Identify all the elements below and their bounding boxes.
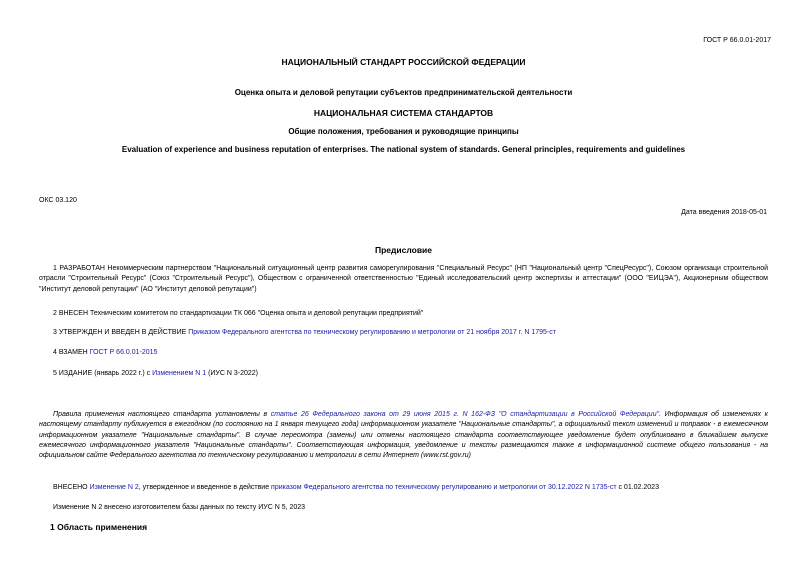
foreword-item-replaces-text: 4 ВЗАМЕН bbox=[53, 349, 90, 356]
standard-principles: Общие положения, требования и руководящие принципы bbox=[288, 127, 519, 136]
foreword-item-edition bbox=[39, 369, 768, 379]
foreword-item-approved bbox=[39, 328, 768, 338]
foreword-item-submitted: 2 ВНЕСЕН Техническим комитетом по стандартизации ТК 066 "Оценка опыта и деловой репутации предприятий" bbox=[53, 310, 424, 317]
replaced-standard-link[interactable]: ГОСТ Р 66.0.01-2015 bbox=[89, 349, 158, 356]
foreword-heading: Предисловие bbox=[374, 245, 433, 255]
amendment-note-middle: , утвержденное и введенное в действие bbox=[138, 484, 272, 491]
english-title: Evaluation of experience and business reputation of enterprises. The national system of standards. General principles, requirements and guidelines bbox=[121, 145, 686, 154]
document-code: ГОСТ Р 66.0.01-2017 bbox=[703, 37, 771, 44]
approval-order-link[interactable]: Приказом Федерального агентства по техническому регулированию и метрологии от 21 ноября 2017 г. N 1795-ст bbox=[188, 329, 556, 336]
amendment-note-prefix: ВНЕСЕНО bbox=[53, 484, 90, 491]
rules-text-prefix: Правила применения настоящего стандарта установлены в bbox=[53, 411, 271, 418]
standard-subtitle: Оценка опыта и деловой репутации субъектов предпринимательской деятельности bbox=[234, 88, 573, 97]
amendment-note-suffix: с 01.02.2023 bbox=[616, 484, 659, 491]
application-rules-paragraph bbox=[39, 410, 768, 461]
foreword-item-approved-text: 3 УТВЕРЖДЕН И ВВЕДЕН В ДЕЙСТВИЕ bbox=[53, 329, 189, 336]
introduction-date: Дата введения 2018-05-01 bbox=[681, 209, 767, 216]
oks-code: ОКС 03.120 bbox=[39, 197, 77, 204]
amendment-order-link[interactable]: приказом Федерального агентства по техническому регулированию и метрологии от 30.12.2022 N 1735-ст bbox=[271, 484, 617, 491]
foreword-item-edition-text: 5 ИЗДАНИЕ (январь 2022 г.) с bbox=[53, 370, 153, 377]
foreword-item-replaces bbox=[39, 348, 768, 358]
amendment-2-link[interactable]: Изменение N 2 bbox=[89, 484, 139, 491]
foreword-item-developed: 1 РАЗРАБОТАН Некоммерческим партнерством "Национальный ситуационный центр развития саморегулирования "Специальный Ресурс" (НП "Национальный центр "СпецРесурс"), Союзом организаци строительной отрасли "Строительный Ресурс" (Союз "Строительный Ресурс"), Обществом с ограниченной ответственностью "Единый исследовательский центр экспертизы и аттестации" (ООО "ЕИЦЭА"), Акционерным обществом "Институт деловой репутации" (АО "Институт деловой репутации") bbox=[39, 265, 768, 293]
amendment-database-note: Изменение N 2 внесено изготовителем базы данных по тексту ИУС N 5, 2023 bbox=[53, 504, 306, 511]
amendment-note bbox=[39, 483, 768, 493]
federal-law-title-link[interactable]: "О стандартизации в Российской Федерации" bbox=[498, 411, 660, 418]
federal-law-article-link[interactable]: статье 26 Федерального закона от 29 июня 2015 г. N 162-ФЗ bbox=[270, 411, 496, 418]
standard-system-name: НАЦИОНАЛЬНАЯ СИСТЕМА СТАНДАРТОВ bbox=[313, 108, 494, 118]
rules-text-body: . Информация об изменениях к настоящему стандарту публикуется в ежегодном (по состоянию на 1 января текущего года) информационном указателе "Национальные стандарты", а официальный текст изменений и поправок - в ежемесячном информационном указателе "Национальные стандарты". В случае пересмотра (замены) или отмены настоящего стандарта соответствующее уведомление будет опубликовано в ближайшем выпуске ежемесячного информационного указателя "Национальные стандарты". Соответствующая информация, уведомление и тексты размещаются также в информационной системе общего пользования - на официальном сайте Федерального агентства по техническому регулированию и метрологии в сети Интернет (www.rst.gov.ru) bbox=[39, 411, 768, 460]
foreword-item-edition-suffix: (ИУС N 3-2022) bbox=[206, 370, 259, 377]
standard-title: НАЦИОНАЛЬНЫЙ СТАНДАРТ РОССИЙСКОЙ ФЕДЕРАЦИИ bbox=[281, 57, 526, 67]
section-1-heading: 1 Область применения bbox=[50, 522, 148, 532]
amendment-1-link[interactable]: Изменением N 1 bbox=[152, 370, 207, 377]
